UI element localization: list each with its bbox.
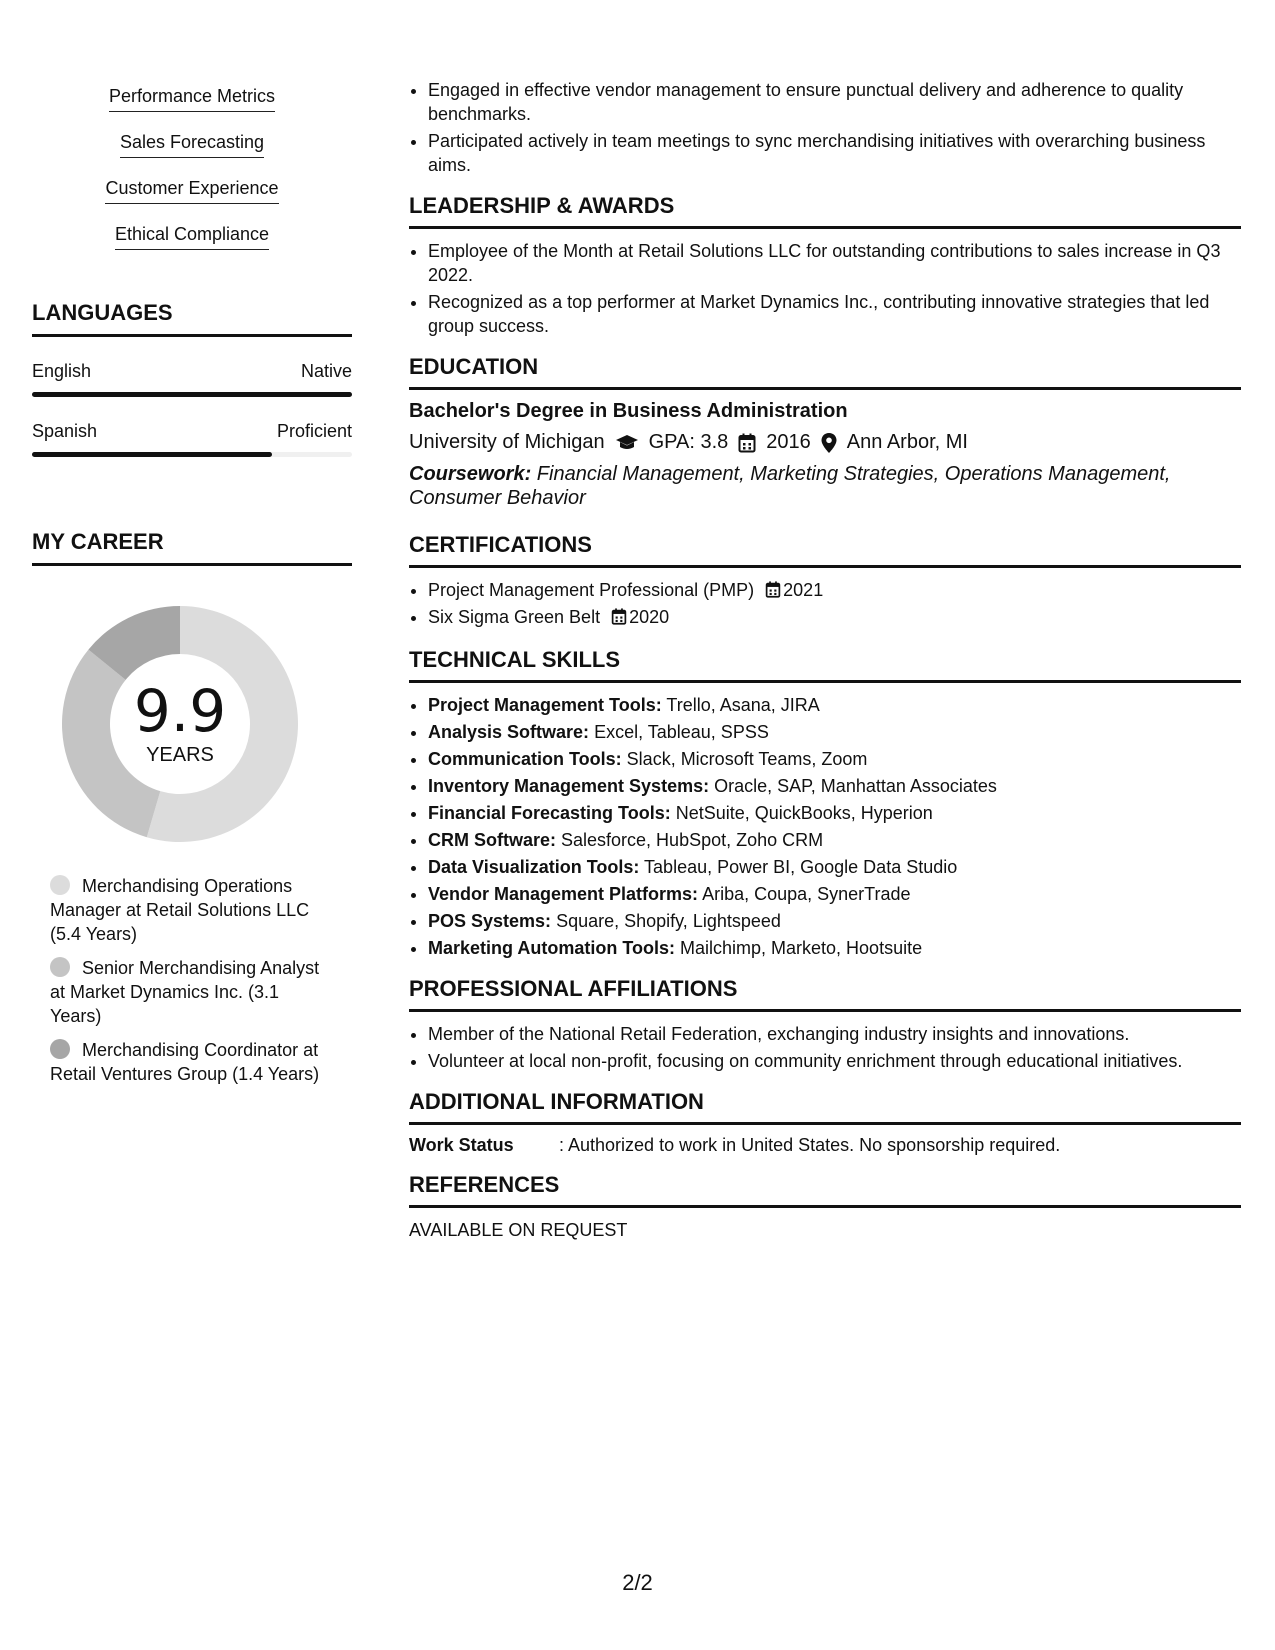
- list-item: • Employee of the Month at Retail Solutions LLC for outstanding contributions to sales increase in Q3 2022.: [428, 239, 1241, 287]
- skill-value: Ariba, Coupa, SynerTrade: [698, 884, 911, 904]
- career-item-label: Senior Merchandising Analyst at Market Dynamics Inc. (3.1 Years): [50, 958, 320, 1026]
- language-row: [32, 361, 352, 397]
- calendar-icon: [738, 433, 756, 453]
- list-item: [428, 828, 1241, 852]
- location-pin-icon: [821, 433, 837, 453]
- section-heading: EDUCATION: [409, 354, 1241, 390]
- additional-info-section: [409, 1089, 1241, 1156]
- languages-heading: LANGUAGES: [32, 300, 352, 337]
- degree: Bachelor's Degree in Business Administration: [409, 400, 848, 422]
- skill-label: Communication Tools:: [428, 749, 622, 769]
- list-item: [428, 578, 1241, 602]
- language-name: Spanish: [32, 421, 98, 441]
- skill-label: Data Visualization Tools:: [428, 857, 640, 877]
- skill-tag: Ethical Compliance: [115, 224, 269, 250]
- languages-section: [32, 300, 352, 457]
- work-status-value: : Authorized to work in United States. No sponsorship required.: [559, 1135, 1061, 1155]
- section-heading: PROFESSIONAL AFFILIATIONS: [409, 976, 1241, 1012]
- section-heading: CERTIFICATIONS: [409, 532, 1241, 568]
- skill-label: Inventory Management Systems:: [428, 776, 710, 796]
- references-section: [409, 1172, 1241, 1241]
- list-item: • Volunteer at local non-profit, focusing on community enrichment through educational initiatives.: [428, 1049, 1241, 1073]
- list-item: [428, 747, 1241, 771]
- career-list: [32, 874, 352, 1086]
- certifications-section: [409, 532, 1241, 629]
- experience-bullets: [409, 78, 1241, 177]
- skill-value: Tableau, Power BI, Google Data Studio: [639, 857, 958, 877]
- skill-value: Excel, Tableau, SPSS: [589, 722, 769, 742]
- skill-value: Salesforce, HubSpot, Zoho CRM: [556, 830, 824, 850]
- list-item: [428, 693, 1241, 717]
- list-item: • Recognized as a top performer at Market Dynamics Inc., contributing innovative strategies that led group success.: [428, 290, 1241, 338]
- coursework-list: Financial Management, Marketing Strategies, Operations Management, Consumer Behavior: [409, 463, 1171, 509]
- skill-value: NetSuite, QuickBooks, Hyperion: [670, 803, 933, 823]
- main-column: [409, 78, 1241, 1241]
- list-item: • Engaged in effective vendor management to ensure punctual delivery and adherence to quality benchmarks.: [428, 78, 1241, 126]
- calendar-icon: [611, 608, 627, 625]
- language-row: [32, 421, 352, 457]
- career-item: [50, 1038, 320, 1086]
- skill-value: Trello, Asana, JIRA: [661, 695, 820, 715]
- coursework: [409, 462, 1241, 510]
- section-heading: LEADERSHIP & AWARDS: [409, 193, 1241, 229]
- career-heading: MY CAREER: [32, 529, 352, 566]
- skill-label: Project Management Tools:: [428, 695, 662, 715]
- work-status-label: Work Status: [409, 1135, 514, 1155]
- list-item: [428, 882, 1241, 906]
- list-item: [428, 936, 1241, 960]
- language-level: Native: [300, 361, 352, 381]
- certification-year: 2021: [783, 580, 824, 600]
- graduation-cap-icon: [615, 434, 639, 452]
- skill-value: Oracle, SAP, Manhattan Associates: [709, 776, 997, 796]
- career-unit: YEARS: [146, 743, 214, 766]
- career-item: [50, 956, 320, 1028]
- skill-tag: Performance Metrics: [109, 86, 275, 112]
- calendar-icon: [765, 581, 781, 598]
- certification-year: 2020: [629, 607, 670, 627]
- list-item: [428, 605, 1241, 629]
- leadership-section: [409, 193, 1241, 338]
- affiliations-section: [409, 976, 1241, 1073]
- list-item: [428, 720, 1241, 744]
- technical-skills-list: [409, 693, 1241, 960]
- technical-skills-section: [409, 647, 1241, 960]
- school: University of Michigan: [409, 431, 605, 453]
- legend-dot: [50, 1039, 70, 1059]
- list-item: • Member of the National Retail Federation, exchanging industry insights and innovations.: [428, 1022, 1241, 1046]
- skill-label: Marketing Automation Tools:: [428, 938, 675, 958]
- skill-label: CRM Software:: [428, 830, 557, 850]
- legend-dot: [50, 875, 70, 895]
- graduation-year: 2016: [766, 431, 811, 453]
- career-item-label: Merchandising Coordinator at Retail Ventures Group (1.4 Years): [50, 1040, 320, 1084]
- list-item: [428, 909, 1241, 933]
- location: Ann Arbor, MI: [846, 431, 968, 453]
- language-bar-fill: [32, 452, 272, 457]
- language-bar: [32, 392, 352, 397]
- career-donut: [56, 600, 304, 848]
- skill-label: POS Systems:: [428, 911, 552, 931]
- skill-value: Mailchimp, Marketo, Hootsuite: [675, 938, 923, 958]
- language-bar: [32, 452, 352, 457]
- list-item: [428, 801, 1241, 825]
- section-heading: REFERENCES: [409, 1172, 1241, 1208]
- skill-label: Vendor Management Platforms:: [428, 884, 699, 904]
- skill-label: Financial Forecasting Tools:: [428, 803, 671, 823]
- skill-value: Square, Shopify, Lightspeed: [551, 911, 781, 931]
- education-meta: [409, 431, 1241, 454]
- career-section: [32, 529, 352, 1086]
- coursework-label: Coursework:: [409, 463, 532, 485]
- sidebar: [32, 80, 352, 1096]
- references-text: AVAILABLE ON REQUEST: [409, 1220, 628, 1240]
- skill-value: Slack, Microsoft Teams, Zoom: [621, 749, 868, 769]
- work-status-row: [409, 1135, 1241, 1156]
- skill-tag: Sales Forecasting: [120, 132, 264, 158]
- career-item-label: Merchandising Operations Manager at Retail Solutions LLC (5.4 Years): [50, 876, 310, 944]
- certification-name: Six Sigma Green Belt: [428, 607, 601, 627]
- page-number: 2/2: [622, 1570, 653, 1595]
- list-item: [428, 855, 1241, 879]
- language-level: Proficient: [276, 421, 352, 441]
- language-bar-fill: [32, 392, 352, 397]
- legend-dot: [50, 957, 70, 977]
- education-section: [409, 354, 1241, 510]
- gpa: GPA: 3.8: [648, 431, 729, 453]
- certification-name: Project Management Professional (PMP): [428, 580, 755, 600]
- list-item: [428, 774, 1241, 798]
- section-heading: TECHNICAL SKILLS: [409, 647, 1241, 683]
- section-heading: ADDITIONAL INFORMATION: [409, 1089, 1241, 1125]
- skill-tags: [32, 80, 352, 264]
- list-item: • Participated actively in team meetings to sync merchandising initiatives with overarching business aims.: [428, 129, 1241, 177]
- skill-tag: Customer Experience: [105, 178, 278, 204]
- language-name: English: [32, 361, 92, 381]
- career-total: 9.9: [133, 676, 227, 745]
- career-item: [50, 874, 320, 946]
- skill-label: Analysis Software:: [428, 722, 590, 742]
